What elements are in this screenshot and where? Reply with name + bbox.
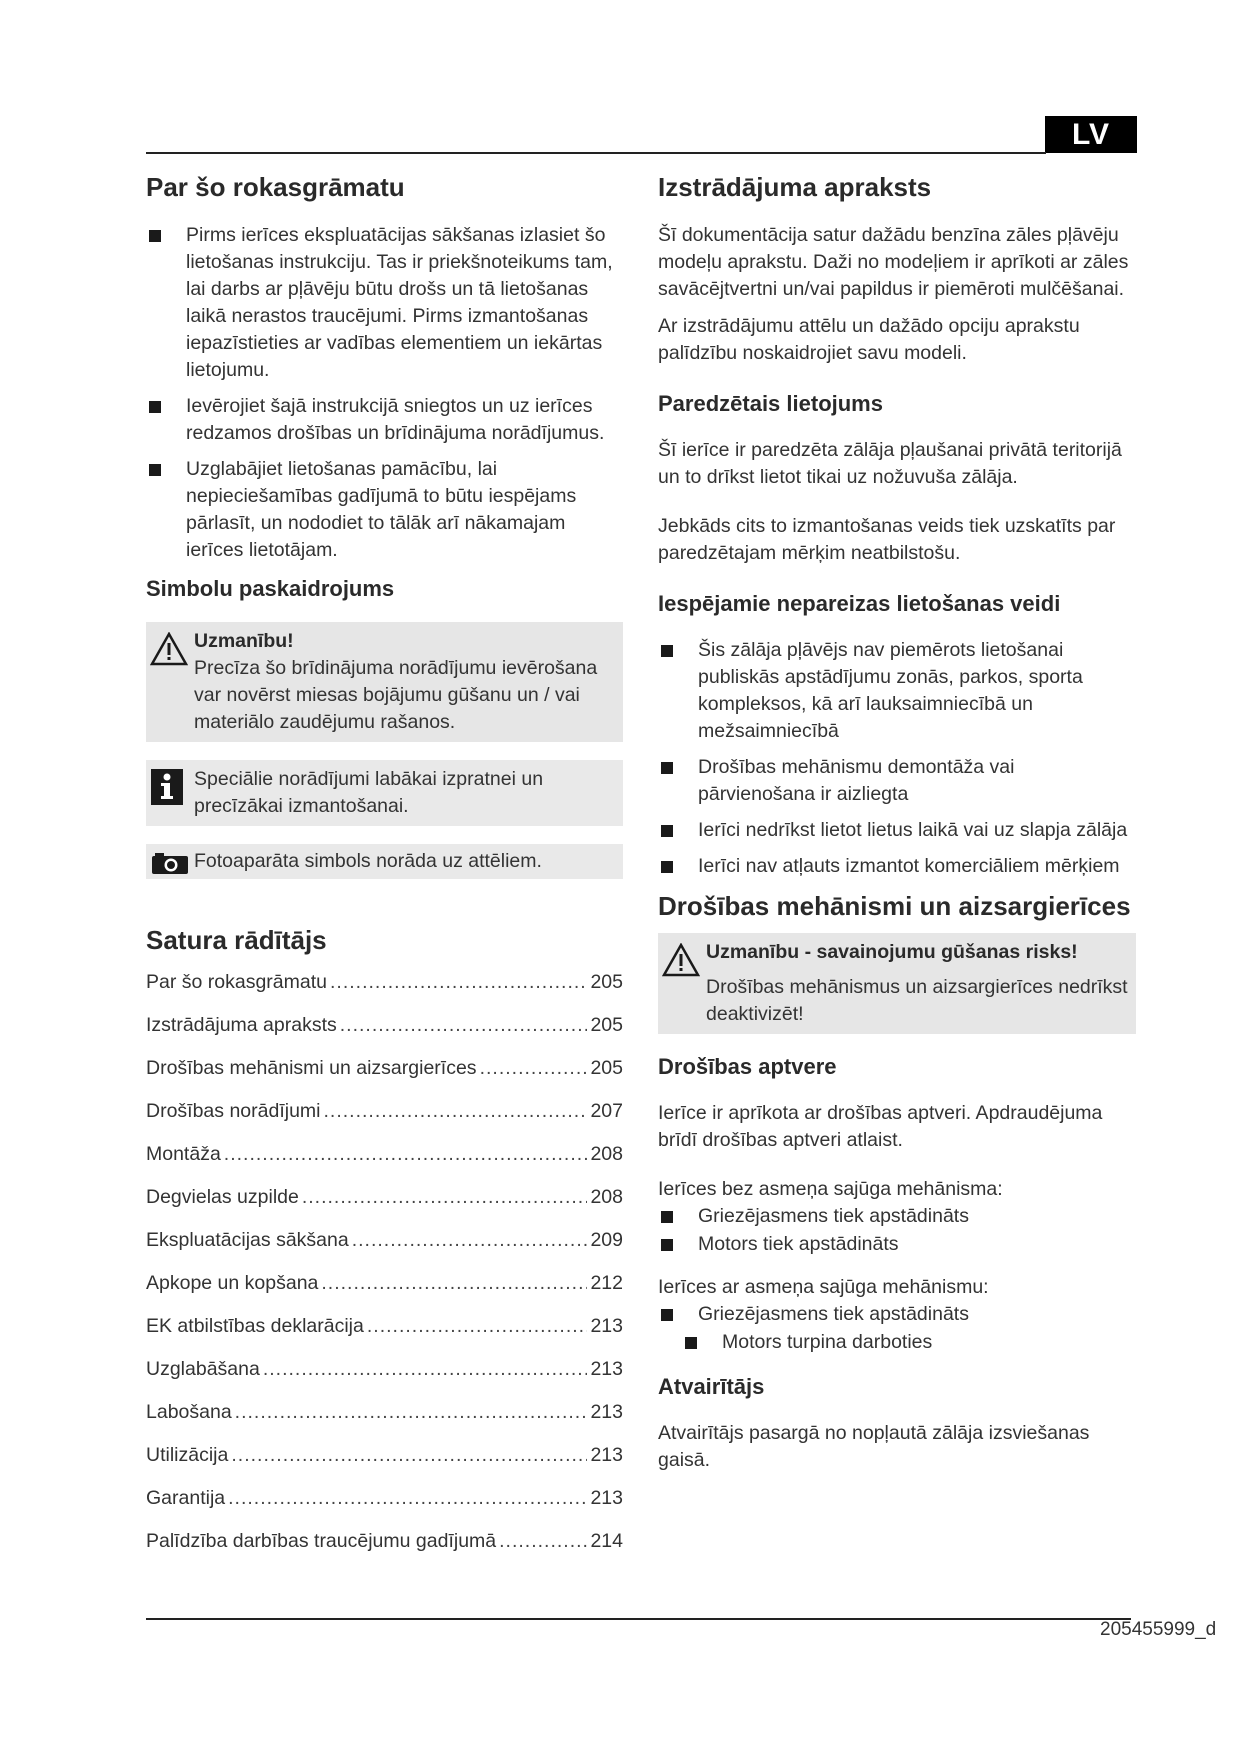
toc-entry[interactable]: EK atbilstības deklarācija ..... 213: [146, 1313, 623, 1356]
product-paragraph: Šī dokumentācija satur dažādu benzīna zāles pļāvēju modeļu aprakstu. Daži no modeļiem ir aprīkoti ar zāles savācējtvertni un/vai papildus ir piemēroti mulčēšanai.: [658, 224, 1129, 300]
warning-triangle-icon: [150, 632, 188, 671]
list-item: Uzglabājiet lietošanas pamācību, lai nepieciešamības gadījumā to būtu iespējams pārlasīt, un nododiet to tālāk arī nākamajam ierīces lietotājam.: [146, 456, 623, 564]
warning-triangle-icon: [662, 943, 700, 982]
info-icon: [150, 768, 184, 811]
toc-entry[interactable]: Apkope un kopšana ..... 212: [146, 1270, 623, 1313]
footer-divider: [146, 1618, 1131, 1620]
toc-entry[interactable]: Uzglabāšana ..... 213: [146, 1356, 623, 1399]
left-column: [146, 160, 623, 1571]
deflector-paragraph: Atvairītājs pasargā no nopļautā zālāja izsviešanas gaisā.: [658, 1422, 1090, 1471]
language-badge: LV: [1045, 116, 1137, 153]
about-list: [146, 222, 623, 564]
safety-warning-text: Drošības mehānismus un aizsargierīces nedrīkst deaktivizēt!: [706, 976, 1128, 1025]
about-heading: Par šo rokasgrāmatu: [146, 172, 405, 202]
list-item: Ierīci nav atļauts izmantot komerciāliem mērķiem: [658, 853, 1136, 880]
camera-icon: [150, 851, 190, 880]
bail-without-clutch-list: [658, 1203, 1136, 1258]
list-item: Drošības mehānismu demontāža vai pārvienošana ir aizliegta: [658, 754, 1136, 808]
list-item: Motors tiek apstādināts: [658, 1231, 1136, 1258]
bail-with-clutch-intro: Ierīces ar asmeņa sajūga mehānismu:: [658, 1276, 989, 1298]
toc-entry[interactable]: Izstrādājuma apraksts ..... 205: [146, 1012, 623, 1055]
product-paragraph: Ar izstrādājumu attēlu un dažādo opciju aprakstu palīdzību noskaidrojiet savu modeli.: [658, 315, 1080, 364]
misuse-heading: Iespējamie nepareizas lietošanas veidi: [658, 591, 1061, 616]
list-item: Griezējasmens tiek apstādināts: [658, 1203, 1136, 1230]
safety-warning-box: [658, 933, 1136, 1034]
toc-entry[interactable]: Ekspluatācijas sākšana ..... 209: [146, 1227, 623, 1270]
toc-entry[interactable]: Degvielas uzpilde ..... 208: [146, 1184, 623, 1227]
toc-entry[interactable]: Montāža ..... 208: [146, 1141, 623, 1184]
bail-paragraph: Ierīce ir aprīkota ar drošības aptveri. Apdraudējuma brīdī drošības aptveri atlaist.: [658, 1102, 1103, 1151]
deflector-heading: Atvairītājs: [658, 1374, 765, 1399]
toc-entry[interactable]: Par šo rokasgrāmatu ..... 205: [146, 969, 623, 1012]
intended-use-paragraph: Jebkāds cits to izmantošanas veids tiek uzskatīts par paredzētajam mērķim neatbilstošu.: [658, 515, 1116, 564]
intended-use-heading: Paredzētais lietojums: [658, 391, 883, 416]
misuse-list: [658, 637, 1136, 880]
info-text: Speciālie norādījumi labākai izpratnei un precīzākai izmantošanai.: [194, 768, 544, 817]
list-item: Griezējasmens tiek apstādināts: [658, 1301, 1136, 1328]
intended-use-paragraph: Šī ierīce ir paredzēta zālāja pļaušanai privātā teritorijā un to drīkst lietot tikai uz nožuvuša zālāja.: [658, 439, 1122, 488]
caution-title: Uzmanību!: [194, 630, 294, 652]
product-heading: Izstrādājuma apraksts: [658, 172, 932, 202]
camera-box: [146, 844, 623, 879]
table-of-contents: [146, 969, 623, 1571]
list-item: Pirms ierīces ekspluatācijas sākšanas izlasiet šo lietošanas instrukciju. Tas ir priekšnoteikums tam, lai darbs ar pļāvēju būtu drošs un tā lietošanas laikā nerastos traucējumi. Pirms izmantošanas iepazīstieties ar vadības elementiem un iekārtas lietojumu.: [146, 222, 623, 384]
right-column: [658, 160, 1136, 1484]
safety-heading: Drošības mehānismi un aizsargierīces: [658, 891, 1131, 921]
bail-without-clutch-intro: Ierīces bez asmeņa sajūga mehānisma:: [658, 1178, 1003, 1200]
bail-with-clutch-list: [658, 1301, 1136, 1356]
caution-box: [146, 622, 623, 742]
camera-text: Fotoaparāta simbols norāda uz attēliem.: [194, 850, 542, 872]
toc-entry[interactable]: Drošības norādījumi ..... 207: [146, 1098, 623, 1141]
safety-warning-title: Uzmanību - savainojumu gūšanas risks!: [706, 941, 1078, 963]
list-item: Šis zālāja pļāvējs nav piemērots lietošanai publiskās apstādījumu zonās, parkos, sporta kompleksos, kā arī lauksaimniecībā un mežsaimniecībā: [658, 637, 1136, 745]
header-divider: [146, 152, 1046, 154]
document-code: 205455999_d: [1100, 1619, 1217, 1640]
list-item: Ievērojiet šajā instrukcijā sniegtos un uz ierīces redzamos drošības un brīdinājuma norādījumus.: [146, 393, 623, 447]
list-item: Motors turpina darboties: [658, 1329, 1136, 1356]
toc-entry[interactable]: Palīdzība darbības traucējumu gadījumā ..... 214: [146, 1528, 623, 1571]
bail-heading: Drošības aptvere: [658, 1054, 837, 1079]
toc-entry[interactable]: Utilizācija ..... 213: [146, 1442, 623, 1485]
symbols-heading: Simbolu paskaidrojums: [146, 576, 395, 601]
info-box: [146, 760, 623, 826]
toc-entry[interactable]: Labošana ..... 213: [146, 1399, 623, 1442]
toc-entry[interactable]: Garantija ..... 213: [146, 1485, 623, 1528]
list-item: Ierīci nedrīkst lietot lietus laikā vai uz slapja zālāja: [658, 817, 1136, 844]
caution-text: Precīza šo brīdinājuma norādījumu ievērošana var novērst miesas bojājumu gūšanu un / vai materiālo zaudējumu rašanos.: [194, 657, 598, 733]
toc-entry[interactable]: Drošības mehānismi un aizsargierīces ..... 205: [146, 1055, 623, 1098]
toc-heading: Satura rādītājs: [146, 925, 327, 955]
